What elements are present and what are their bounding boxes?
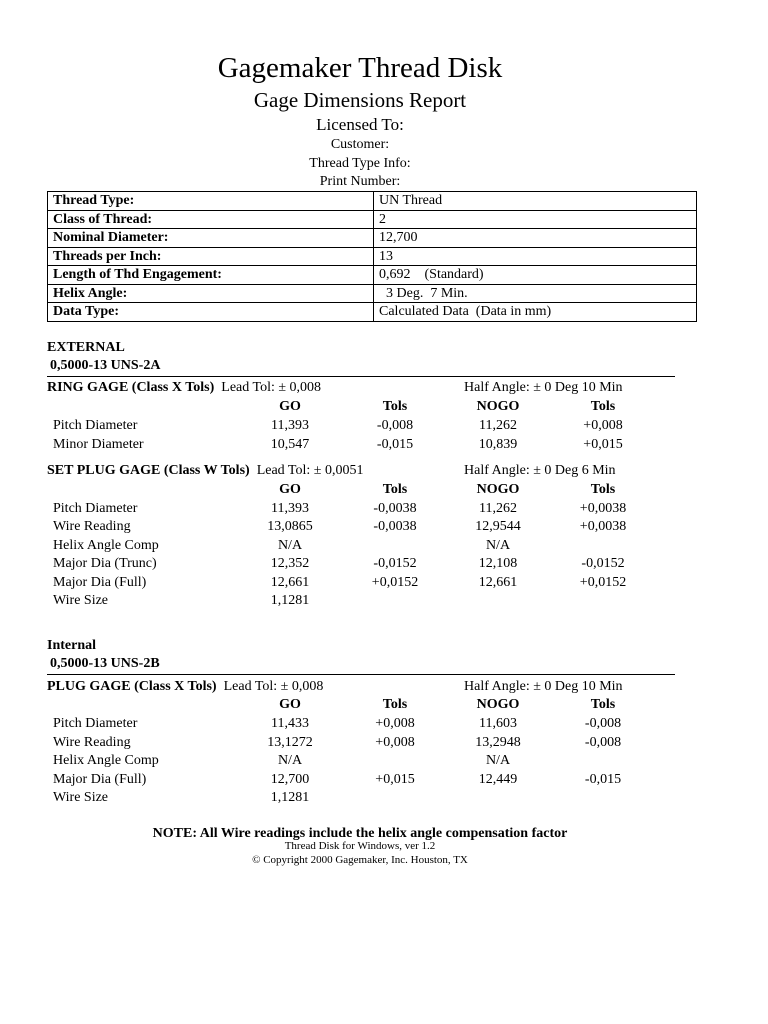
row-label: Pitch Diameter — [53, 501, 138, 516]
column-header-tols: Tols — [590, 697, 616, 712]
info-value: 3 Deg. 7 Min. — [374, 284, 697, 303]
cell-tol1: +0,008 — [375, 716, 415, 731]
table-row — [48, 192, 697, 211]
info-key: Threads per Inch: — [48, 247, 374, 266]
row-label: Helix Angle Comp — [53, 537, 159, 553]
plug-gage-title: PLUG GAGE (Class X Tols) — [47, 679, 217, 694]
customer-label: Customer: — [330, 137, 390, 152]
plug-gage-lead-tol: Lead Tol: ± 0,008 — [223, 679, 324, 694]
cell-tol2: -0,008 — [584, 734, 622, 750]
cell-tol1: +0,008 — [375, 734, 415, 750]
table-row — [48, 229, 697, 248]
ring-gage-header — [47, 380, 321, 396]
info-key: Helix Angle: — [48, 284, 374, 303]
cell-go: 11,433 — [271, 716, 309, 731]
row-label: Wire Size — [53, 790, 109, 806]
info-value: Calculated Data (Data in mm) — [374, 303, 697, 322]
table-row — [48, 266, 697, 285]
cell-nogo: N/A — [485, 753, 511, 769]
set-plug-gage-lead-tol: Lead Tol: ± 0,0051 — [256, 463, 364, 478]
column-header-tols: Tols — [382, 399, 408, 414]
cell-go: 11,393 — [271, 418, 309, 433]
row-label: Wire Size — [53, 593, 109, 608]
cell-go: 13,0865 — [267, 519, 313, 535]
licensed-to: Licensed To: — [316, 115, 404, 134]
cell-go: 11,393 — [271, 501, 309, 516]
cell-nogo: 13,2948 — [475, 734, 521, 750]
ring-gage-lead-tol: Lead Tol: ± 0,008 — [221, 380, 322, 395]
info-key: Class of Thread: — [48, 210, 374, 229]
cell-go: 12,661 — [270, 574, 310, 590]
internal-spec: 0,5000-13 UNS-2B — [50, 656, 160, 671]
row-label: Pitch Diameter — [53, 716, 138, 731]
cell-tol1: +0,0152 — [371, 574, 419, 590]
divider — [47, 674, 675, 675]
cell-tol1: -0,008 — [376, 418, 414, 433]
table-row — [48, 284, 697, 303]
set-plug-gage-header — [47, 463, 363, 479]
column-header-tols: Tols — [382, 482, 408, 497]
cell-nogo: 11,603 — [479, 716, 517, 731]
ring-gage-half-angle: Half Angle: ± 0 Deg 10 Min — [464, 380, 623, 395]
cell-tol2: +0,0038 — [579, 519, 627, 535]
column-header-go: GO — [279, 697, 301, 712]
cell-nogo: 12,449 — [478, 771, 518, 787]
info-key: Length of Thd Engagement: — [48, 266, 374, 285]
thread-info-table — [47, 191, 697, 322]
info-value: 0,692 (Standard) — [374, 266, 697, 285]
info-key: Nominal Diameter: — [48, 229, 374, 248]
cell-go: 10,547 — [270, 436, 310, 452]
cell-go: N/A — [277, 753, 303, 769]
cell-tol1: -0,0038 — [373, 501, 417, 516]
divider — [47, 376, 675, 377]
report-subtitle: Gage Dimensions Report — [253, 88, 467, 112]
column-header-nogo: NOGO — [476, 399, 520, 414]
table-row — [48, 303, 697, 322]
info-value: 12,700 — [374, 229, 697, 248]
cell-nogo: 12,108 — [478, 556, 518, 572]
plug-gage-header — [47, 679, 323, 695]
cell-tol2: +0,008 — [583, 418, 623, 433]
row-label: Major Dia (Full) — [53, 574, 147, 590]
cell-go: N/A — [277, 537, 303, 553]
footer-copyright: © Copyright 2000 Gagemaker, Inc. Houston, TX — [252, 854, 468, 866]
info-key: Thread Type: — [48, 192, 374, 211]
report-title: Gagemaker Thread Disk — [217, 52, 503, 84]
cell-go: 1,1281 — [270, 593, 310, 608]
row-label: Pitch Diameter — [53, 418, 138, 433]
cell-nogo: N/A — [485, 537, 511, 553]
cell-tol2: -0,015 — [584, 771, 622, 787]
info-key: Data Type: — [48, 303, 374, 322]
cell-nogo: 11,262 — [479, 501, 517, 516]
cell-nogo: 12,661 — [478, 574, 518, 590]
cell-go: 13,1272 — [267, 734, 313, 750]
cell-go: 12,352 — [270, 556, 310, 572]
table-row — [48, 210, 697, 229]
cell-go: 1,1281 — [270, 790, 310, 806]
column-header-tols: Tols — [590, 399, 616, 414]
cell-tol1: -0,015 — [376, 436, 414, 452]
info-value: 2 — [374, 210, 697, 229]
print-number-label: Print Number: — [319, 174, 401, 189]
cell-tol1: -0,0038 — [373, 519, 417, 535]
table-row — [48, 247, 697, 266]
set-plug-gage-title: SET PLUG GAGE (Class W Tols) — [47, 463, 250, 478]
internal-section-label: Internal — [47, 638, 96, 653]
cell-tol2: +0,0038 — [579, 501, 627, 516]
cell-tol2: -0,0152 — [581, 556, 625, 572]
cell-nogo: 11,262 — [479, 418, 517, 433]
external-spec: 0,5000-13 UNS-2A — [50, 358, 161, 373]
row-label: Wire Reading — [53, 519, 131, 535]
thread-type-info-label: Thread Type Info: — [309, 156, 411, 171]
cell-nogo: 12,9544 — [475, 519, 521, 535]
footer-version: Thread Disk for Windows, ver 1.2 — [284, 840, 436, 852]
cell-tol2: +0,0152 — [579, 574, 627, 590]
column-header-tols: Tols — [382, 697, 408, 712]
row-label: Major Dia (Full) — [53, 771, 147, 787]
row-label: Major Dia (Trunc) — [53, 556, 157, 572]
column-header-nogo: NOGO — [476, 697, 520, 712]
footer-note: NOTE: All Wire readings include the helix angle compensation factor — [152, 826, 568, 841]
info-value: 13 — [374, 247, 697, 266]
cell-tol1: -0,0152 — [373, 556, 417, 572]
info-value: UN Thread — [374, 192, 697, 211]
column-header-go: GO — [279, 482, 301, 497]
cell-tol1: +0,015 — [375, 771, 415, 787]
column-header-tols: Tols — [590, 482, 616, 497]
cell-tol2: -0,008 — [584, 716, 622, 731]
ring-gage-title: RING GAGE (Class X Tols) — [47, 380, 215, 395]
column-header-nogo: NOGO — [476, 482, 520, 497]
row-label: Minor Diameter — [53, 436, 144, 452]
row-label: Wire Reading — [53, 734, 131, 750]
cell-go: 12,700 — [270, 771, 310, 787]
external-section-label: EXTERNAL — [47, 340, 125, 355]
cell-nogo: 10,839 — [478, 436, 518, 452]
cell-tol2: +0,015 — [583, 436, 623, 452]
column-header-go: GO — [279, 399, 301, 414]
row-label: Helix Angle Comp — [53, 753, 159, 769]
plug-gage-half-angle: Half Angle: ± 0 Deg 10 Min — [464, 679, 623, 694]
set-plug-gage-half-angle: Half Angle: ± 0 Deg 6 Min — [464, 463, 616, 478]
